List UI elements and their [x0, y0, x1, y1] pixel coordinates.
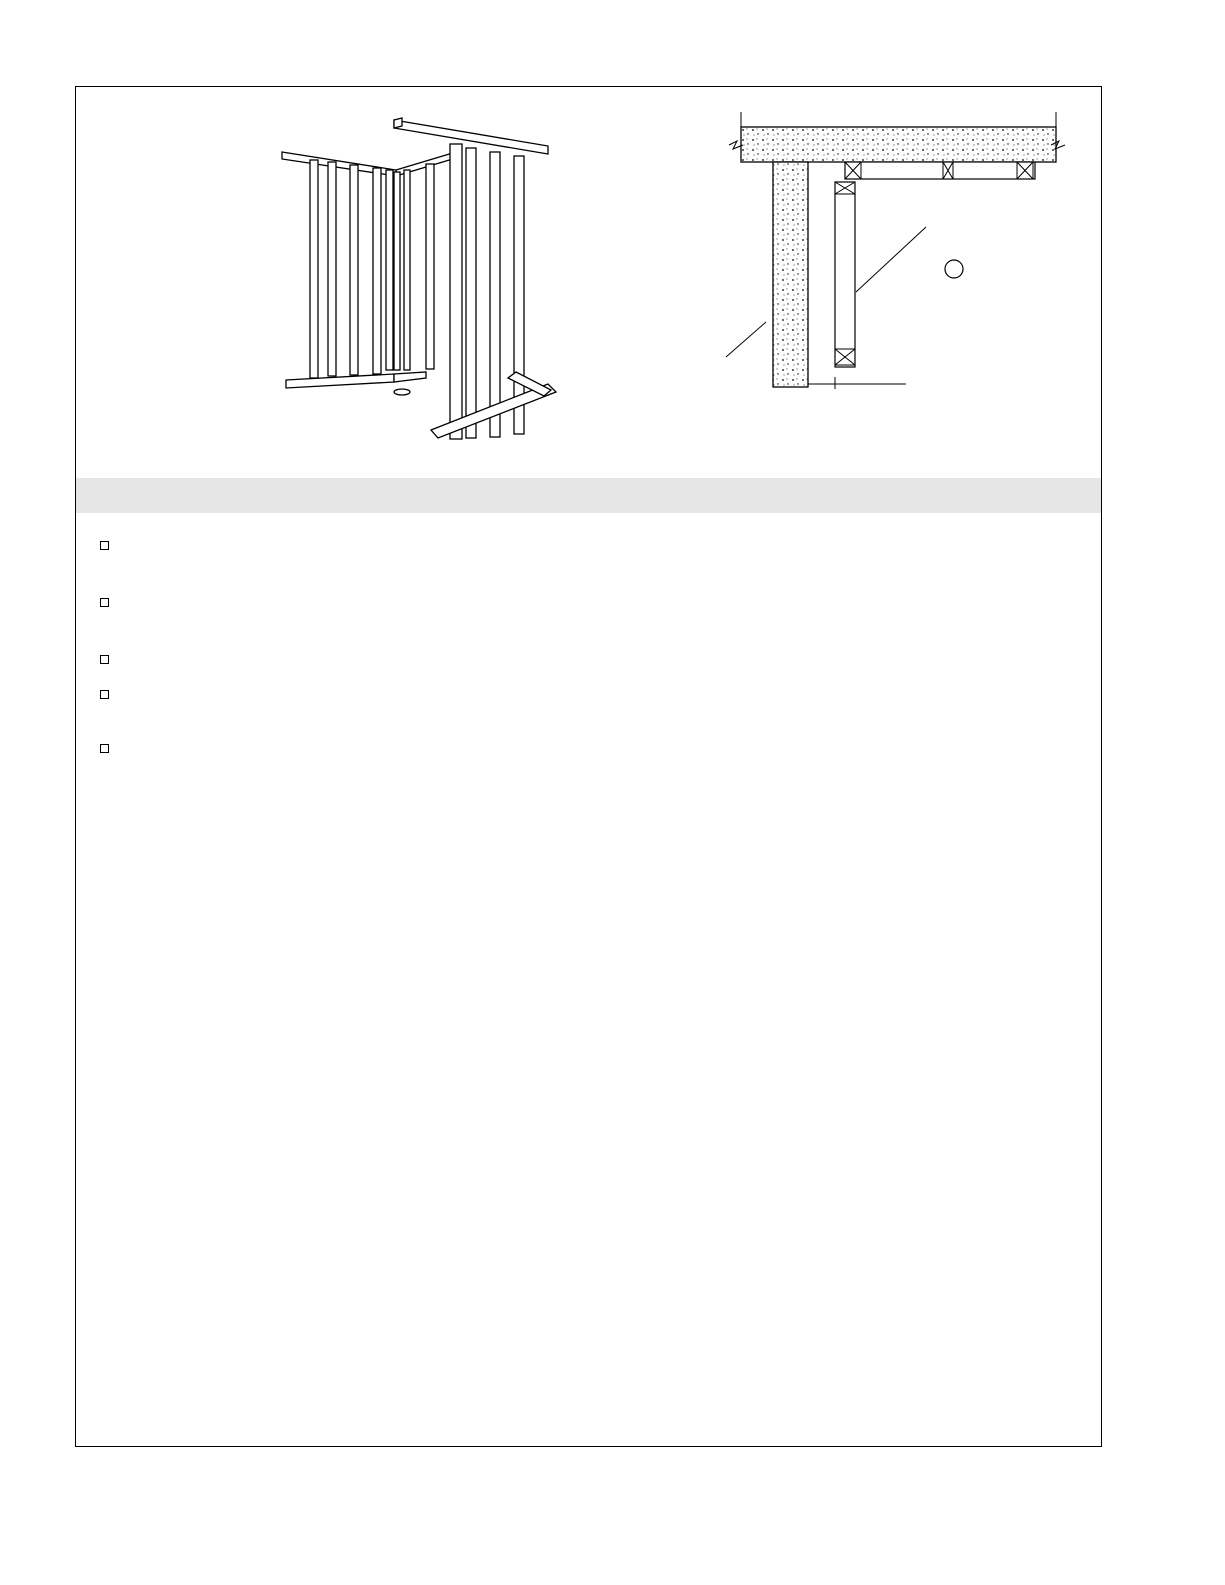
checklist-item-text — [128, 686, 1078, 704]
checkbox-icon[interactable] — [100, 598, 109, 607]
wall-framing-illustration-icon — [276, 112, 566, 447]
checklist-item — [98, 594, 1078, 651]
checkbox-icon[interactable] — [100, 655, 109, 664]
checkbox-icon[interactable] — [100, 541, 109, 550]
checklist-item-text — [128, 651, 1078, 669]
checklist-item — [98, 537, 1078, 594]
checkbox-icon[interactable] — [100, 690, 109, 699]
checklist-item — [98, 651, 1078, 686]
section-heading-band — [76, 478, 1101, 513]
checklist-item-text — [128, 740, 1078, 758]
checklist-item-text — [128, 594, 1078, 612]
page-frame — [75, 86, 1102, 1447]
checklist-item — [98, 686, 1078, 740]
wall-section-drawing-icon — [721, 107, 1071, 407]
checkbox-icon[interactable] — [100, 744, 109, 753]
checklist-item-text — [128, 537, 1078, 555]
checklist-item — [98, 740, 1078, 770]
checklist — [98, 537, 1078, 770]
